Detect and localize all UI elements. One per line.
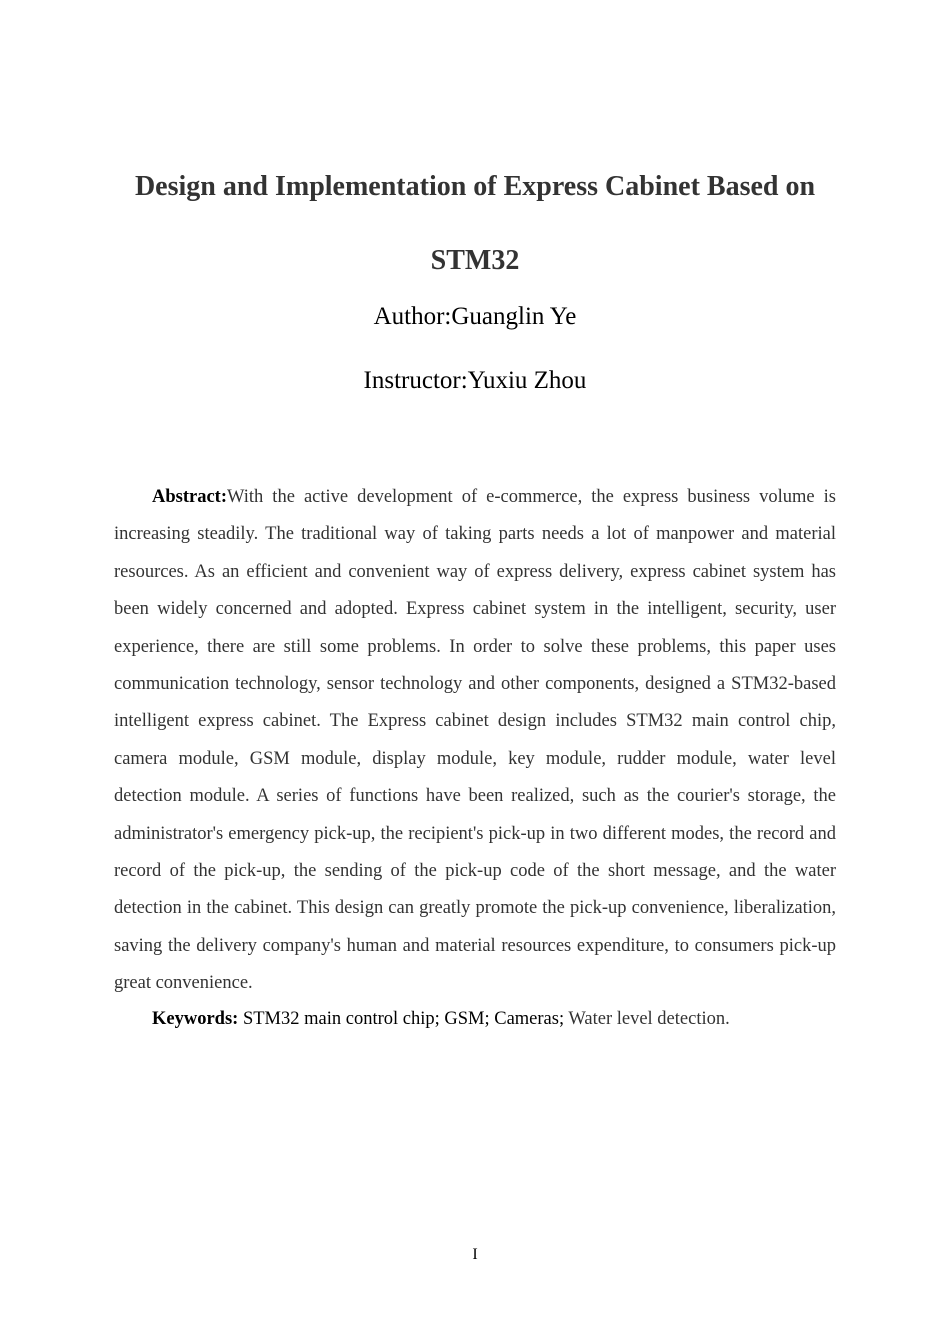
abstract-label: Abstract:: [152, 487, 228, 507]
keywords-tail: Water level detection.: [568, 1009, 730, 1029]
paper-title: [100, 150, 850, 298]
page-number: I: [472, 1246, 478, 1263]
title-line-1: Design and Implementation of Express Cabinet Based on: [134, 171, 816, 202]
instructor-line: Instructor:Yuxiu Zhou: [363, 367, 587, 394]
abstract-text: With the active development of e-commerce, the express business volume is increasing steadily. The traditional way of taking parts needs a lot of manpower and material resources. As an efficient and convenient way of express delivery, express cabinet system has been widely concerned and adopted. Express cabinet system in the intelligent, security, user experience, there are still some problems. In order to solve these problems, this paper uses communication technology, sensor technology and other components, designed a STM32-based intelligent express cabinet. The Express cabinet design includes STM32 main control chip, camera module, GSM module, display module, key module, rudder module, water level detection module. A series of functions have been realized, such as the courier's storage, the administrator's emergency pick-up, the recipient's pick-up in two different modes, the record and record of the pick-up, the sending of the pick-up code of the short message, and the water detection in the cabinet. This design can greatly promote the pick-up convenience, liberalization, saving the delivery company's human and material resources expenditure, to consumers pick-up great convenience.: [114, 487, 836, 994]
author-line: Author:Guanglin Ye: [373, 303, 577, 330]
abstract-paragraph: [114, 479, 836, 1003]
keywords-label: Keywords:: [152, 1009, 239, 1029]
keywords-paragraph: [114, 1001, 836, 1038]
keywords-main: STM32 main control chip; GSM; Cameras;: [238, 1009, 569, 1029]
title-line-2: STM32: [430, 245, 520, 276]
